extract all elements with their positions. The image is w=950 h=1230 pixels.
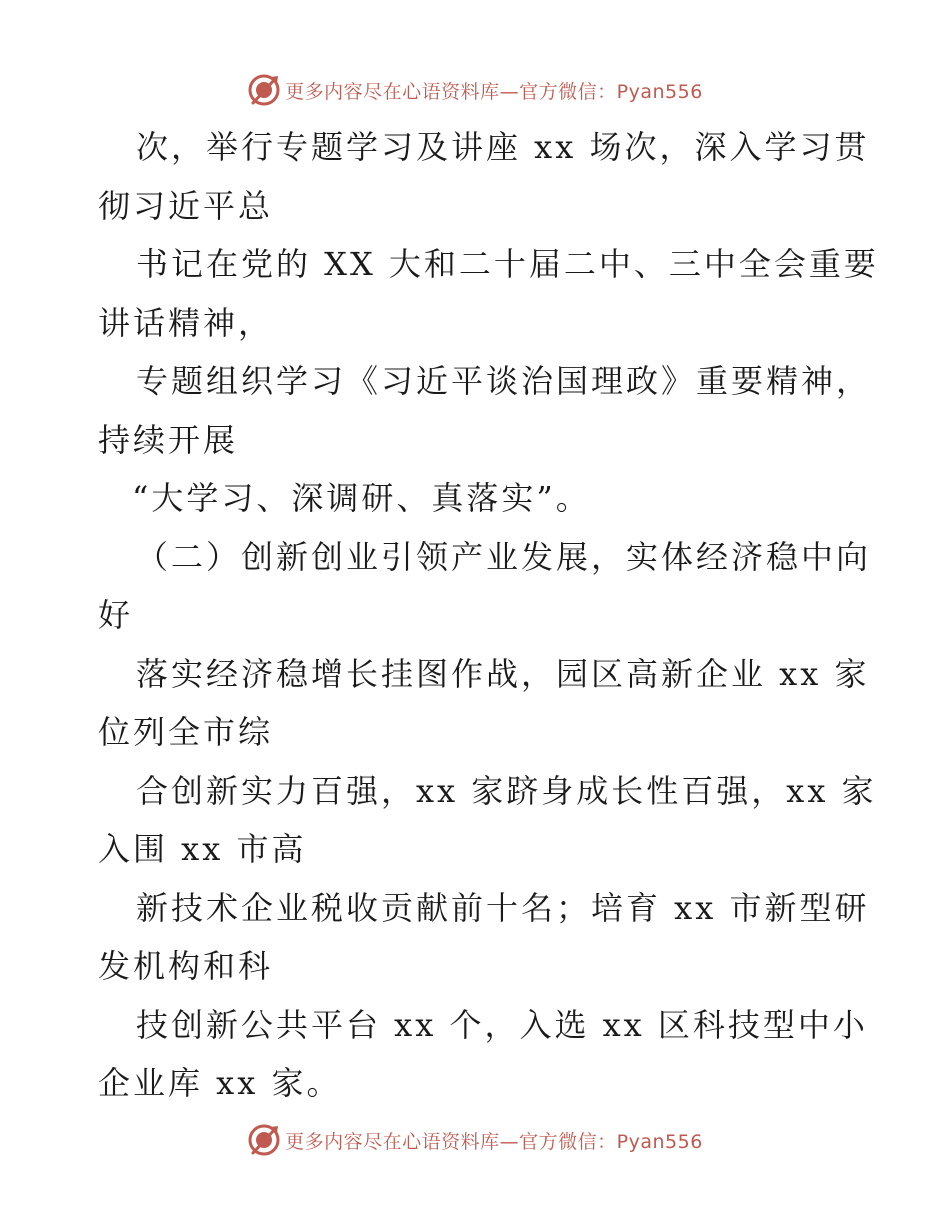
header-watermark bbox=[0, 70, 950, 110]
text-line: 彻习近平总 bbox=[98, 186, 274, 225]
quill-seal-icon bbox=[247, 73, 281, 107]
text-line: 合创新实力百强，xx 家跻身成长性百强，xx 家 bbox=[136, 771, 877, 810]
text-line: “大学习、深调研、真落实”。 bbox=[132, 479, 591, 517]
text-line: 专题组织学习《习近平谈治国理政》重要精神， bbox=[136, 362, 872, 400]
text-line: 位列全市综 bbox=[98, 713, 274, 751]
section-heading: （二）创新创业引领产业发展，实体经济稳中向 bbox=[136, 537, 872, 576]
text-line: 技创新公共平台 xx 个，入选 xx 区科技型中小 bbox=[136, 1005, 868, 1044]
text-line: 持续开展 bbox=[98, 420, 239, 459]
text-line: 落实经济稳增长挂图作战，园区高新企业 xx 家 bbox=[136, 654, 870, 693]
quill-seal-icon bbox=[247, 1123, 281, 1157]
watermark-text: 更多内容尽在心语资料库—官方微信：Pyan556 bbox=[285, 80, 703, 103]
text-line: 发机构和科 bbox=[98, 947, 274, 985]
watermark-text: 更多内容尽在心语资料库—官方微信：Pyan556 bbox=[285, 1130, 703, 1153]
text-line: 入围 xx 市高 bbox=[98, 830, 307, 868]
text-line: 企业库 xx 家。 bbox=[98, 1064, 342, 1102]
text-line: 新技术企业税收贡献前十名；培育 xx 市新型研 bbox=[136, 888, 870, 927]
text-line: 讲话精神， bbox=[98, 303, 274, 342]
text-line: 书记在党的 XX 大和二十届二中、三中全会重要 bbox=[136, 245, 879, 283]
footer-watermark bbox=[0, 1120, 950, 1160]
section-heading-cont: 好 bbox=[98, 596, 134, 634]
document-body bbox=[98, 118, 879, 1113]
text-line: 次，举行专题学习及讲座 xx 场次，深入学习贯 bbox=[136, 128, 870, 166]
